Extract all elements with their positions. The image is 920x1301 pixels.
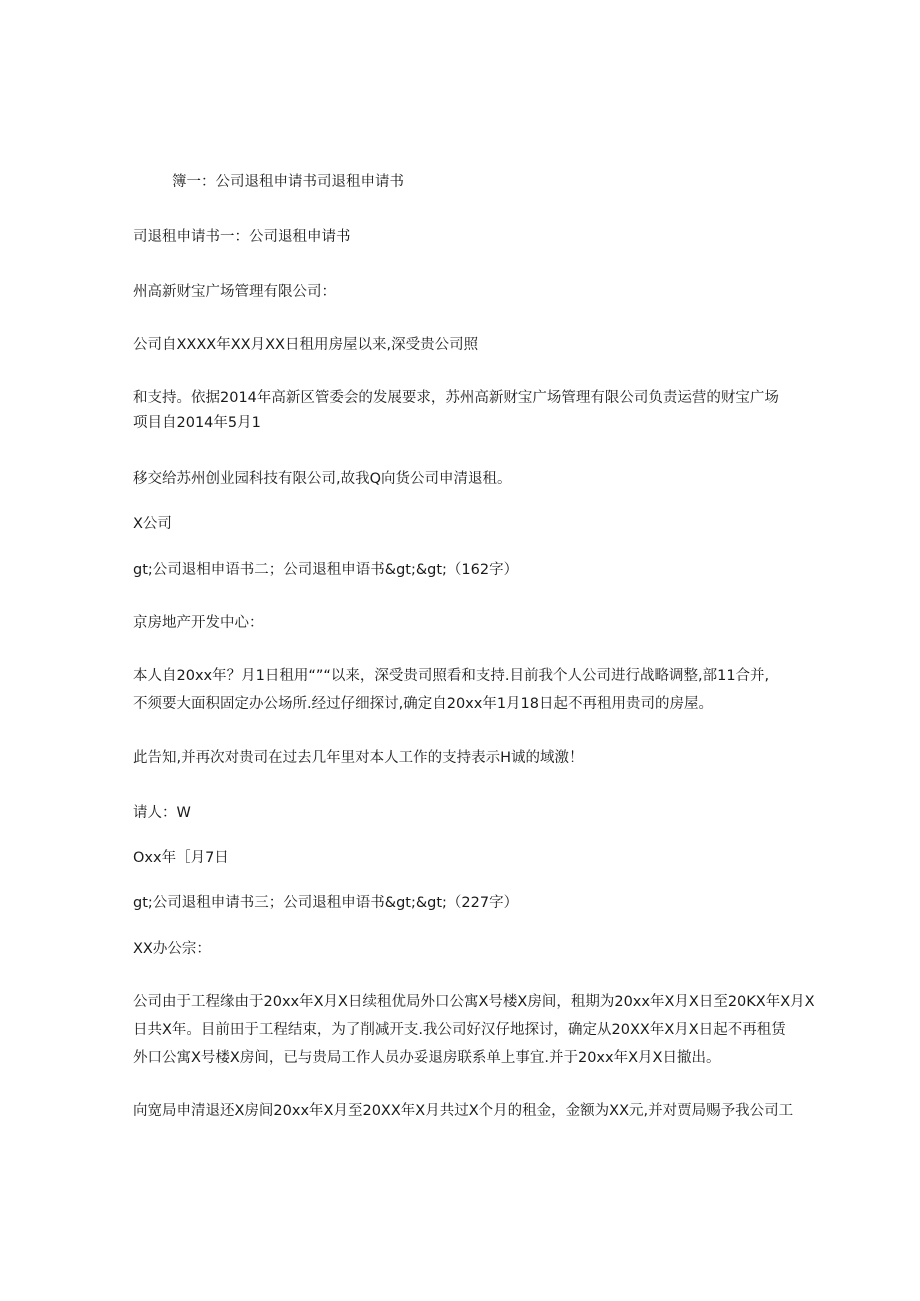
paragraph-line: 外口公寓X号楼X房间，已与贵局工作人员办妥退房联系单上事宜.并于20xx年X月X日撤出。 [133, 1050, 721, 1066]
paragraph-line: 项目自2014年5月1 [133, 415, 261, 431]
paragraph-line: 公司自XXXX年XX月XX日租用房屋以来,深受贵公司照 [133, 337, 479, 353]
paragraph-line: 移交给苏州创业园科技有限公司,故我Q向货公司申清退租。 [133, 471, 512, 487]
section-heading-3: gt;公司退租申请书三；公司退租申语书&gt;&gt;（227字） [133, 895, 519, 911]
paragraph-line: 此告知,并再次对贵司在过去几年里对本人工作的支持表示H诚的域激！ [133, 750, 584, 766]
paragraph-line: 本人自20xx年？月1日租用“”“以来，深受贵司照看和支持.目前我个人公司进行战略调整,部11合并, [133, 668, 770, 684]
paragraph-line: 不须要大面积固定办公场所.经过仔细探讨,确定自20xx年1月18日起不再租用贵司的房屋。 [133, 696, 714, 712]
salutation-3: XX办公宗： [133, 941, 211, 957]
salutation-1: 州高新财宝广场管理有限公司： [133, 284, 336, 300]
paragraph-line: 和支持。依据2014年高新区管委会的发展要求，苏州高新财宝广场管理有限公司负责运营的财宝广场 [133, 390, 779, 406]
section-heading-2: gt;公司退相申语书二；公司退租申语书&gt;&gt;（162字） [133, 562, 519, 578]
document-title: 簿一：公司退租申请书司退租申请书 [172, 174, 404, 190]
section-heading-1: 司退租申请书一：公司退租申请书 [133, 229, 351, 245]
signature-2: 请人：W [133, 805, 191, 821]
paragraph-line: 日共X年。目前田于工程结束，为了削减开支.我公司好汉仔地探讨，确定从20XX年X月X日起不再租赁 [133, 1022, 786, 1038]
paragraph-line: 向宽局申清退还X房间20xx年X月至20XX年X月共过X个月的租金，金额为XX元,并对贾局赐予我公司工 [133, 1103, 794, 1119]
paragraph-line: 公司由于工程缘由于20xx年X月X日续租优局外口公寓X号楼X房间，租期为20xx年X月X日至20KX年X月X [133, 994, 815, 1010]
date-line: Oxx年［月7日 [133, 850, 229, 866]
signature-1: X公司 [133, 516, 172, 532]
salutation-2: 京房地产开发中心： [133, 615, 264, 631]
